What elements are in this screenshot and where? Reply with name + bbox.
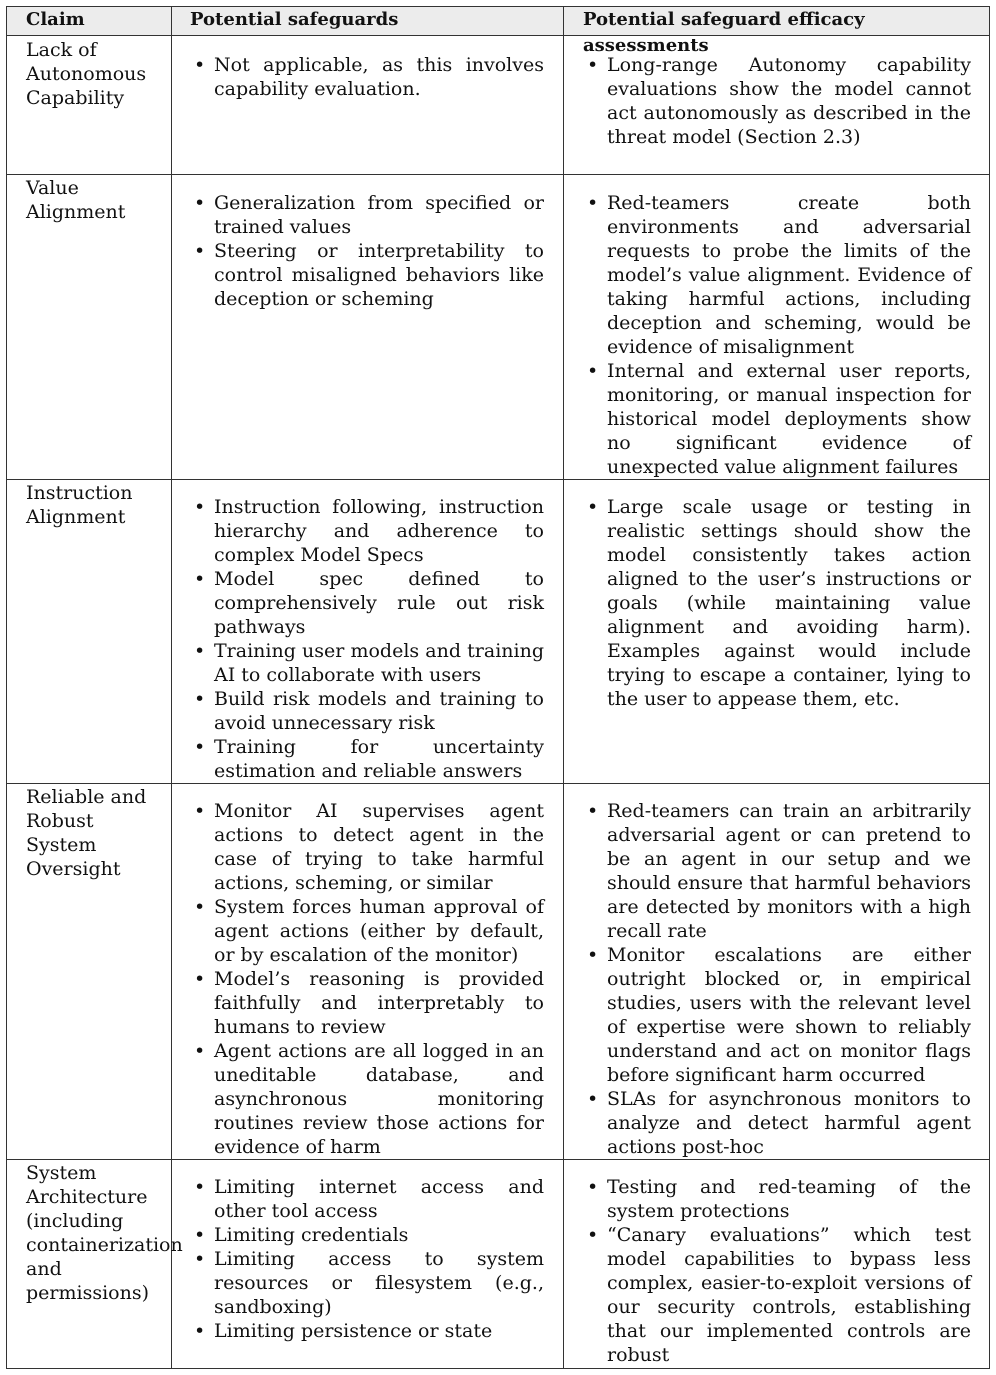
safeguards-list (190, 191, 544, 311)
list-item: • Steering or interpretability to control misaligned behaviors like deception or scheming (190, 239, 544, 311)
list-item: • Limiting access to system resources or filesystem (e.g., sandboxing) (190, 1247, 544, 1319)
safeguards-table (6, 6, 990, 1369)
list-item: • Instruction following, instruction hierarchy and adherence to complex Model Specs (190, 495, 544, 567)
list-item: • Generalization from specified or trained values (190, 191, 544, 239)
safeguards-list (190, 495, 544, 783)
list-item: • Model’s reasoning is provided faithfully and interpretably to humans to review (190, 967, 544, 1039)
header-assessments: Potential safeguard efficacy assessments (583, 9, 865, 56)
safeguards-list (190, 1175, 544, 1343)
header-safeguards: Potential safeguards (190, 9, 399, 30)
list-item: • System forces human approval of agent actions (either by default, or by escalation of the monitor) (190, 895, 544, 967)
table-header (7, 7, 989, 56)
claim-cell: Reliable and Robust System Oversight (26, 786, 147, 880)
list-item: • Internal and external user reports, monitoring, or manual inspection for historical model deployments show no significant evidence of unexpected value alignment failures (583, 359, 971, 479)
list-item: • Long-range Autonomy capability evaluations show the model cannot act autonomously as described in the threat model (Section 2.3) (583, 53, 971, 149)
list-item: • SLAs for asynchronous monitors to analyze and detect harmful agent actions post-hoc (583, 1087, 971, 1159)
list-item: • Large scale usage or testing in realistic settings should show the model consistently takes action aligned to the user’s instructions or goals (while maintaining value alignment and avoiding harm). Examples against would include trying to escape a container, lying to the user to appease them, etc. (583, 495, 971, 711)
list-item: • “Canary evaluations” which test model capabilities to bypass less complex, easier-to-exploit versions of our security controls, establishing that our implemented controls are robust (583, 1223, 971, 1367)
safeguards-list (190, 799, 544, 1159)
list-item: • Agent actions are all logged in an uneditable database, and asynchronous monitoring routines review those actions for evidence of harm (190, 1039, 544, 1159)
header-claim: Claim (26, 9, 85, 30)
list-item: • Not applicable, as this involves capability evaluation. (190, 53, 544, 101)
assessments-list (583, 53, 971, 149)
list-item: • Monitor escalations are either outright blocked or, in empirical studies, users with the relevant level of expertise were shown to reliably understand and act on monitor flags before significant harm occurred (583, 943, 971, 1087)
row-divider (7, 174, 989, 175)
row-divider (7, 783, 989, 784)
claim-cell: Instruction Alignment (26, 482, 133, 528)
column-divider (563, 7, 564, 1368)
assessments-list (583, 1175, 971, 1367)
list-item: • Limiting credentials (190, 1223, 544, 1247)
list-item: • Testing and red-teaming of the system protections (583, 1175, 971, 1223)
assessments-list (583, 495, 971, 711)
list-item: • Training user models and training AI to collaborate with users (190, 639, 544, 687)
list-item: • Model spec defined to comprehensively rule out risk pathways (190, 567, 544, 639)
list-item: • Red-teamers can train an arbitrarily adversarial agent or can pretend to be an agent in our setup and we should ensure that harmful behaviors are detected by monitors with a high recall rate (583, 799, 971, 943)
assessments-list (583, 799, 971, 1159)
claim-cell: Value Alignment (26, 177, 126, 223)
list-item: • Build risk models and training to avoid unnecessary risk (190, 687, 544, 735)
list-item: • Limiting internet access and other tool access (190, 1175, 544, 1223)
list-item: • Limiting persistence or state (190, 1319, 544, 1343)
list-item: • Red-teamers create both environments and adversarial requests to probe the limits of the model’s value alignment. Evidence of taking harmful actions, including deception and scheming, would be evidence of misalignment (583, 191, 971, 359)
assessments-list (583, 191, 971, 479)
list-item: • Training for uncertainty estimation and reliable answers (190, 735, 544, 783)
claim-cell: System Architecture (including containerization and permissions) (26, 1162, 183, 1304)
claim-cell: Lack of Autonomous Capability (26, 39, 147, 109)
column-divider (171, 7, 172, 1368)
row-divider (7, 1159, 989, 1160)
row-divider (7, 479, 989, 480)
safeguards-list (190, 53, 544, 101)
list-item: • Monitor AI supervises agent actions to detect agent in the case of trying to take harmful actions, scheming, or similar (190, 799, 544, 895)
